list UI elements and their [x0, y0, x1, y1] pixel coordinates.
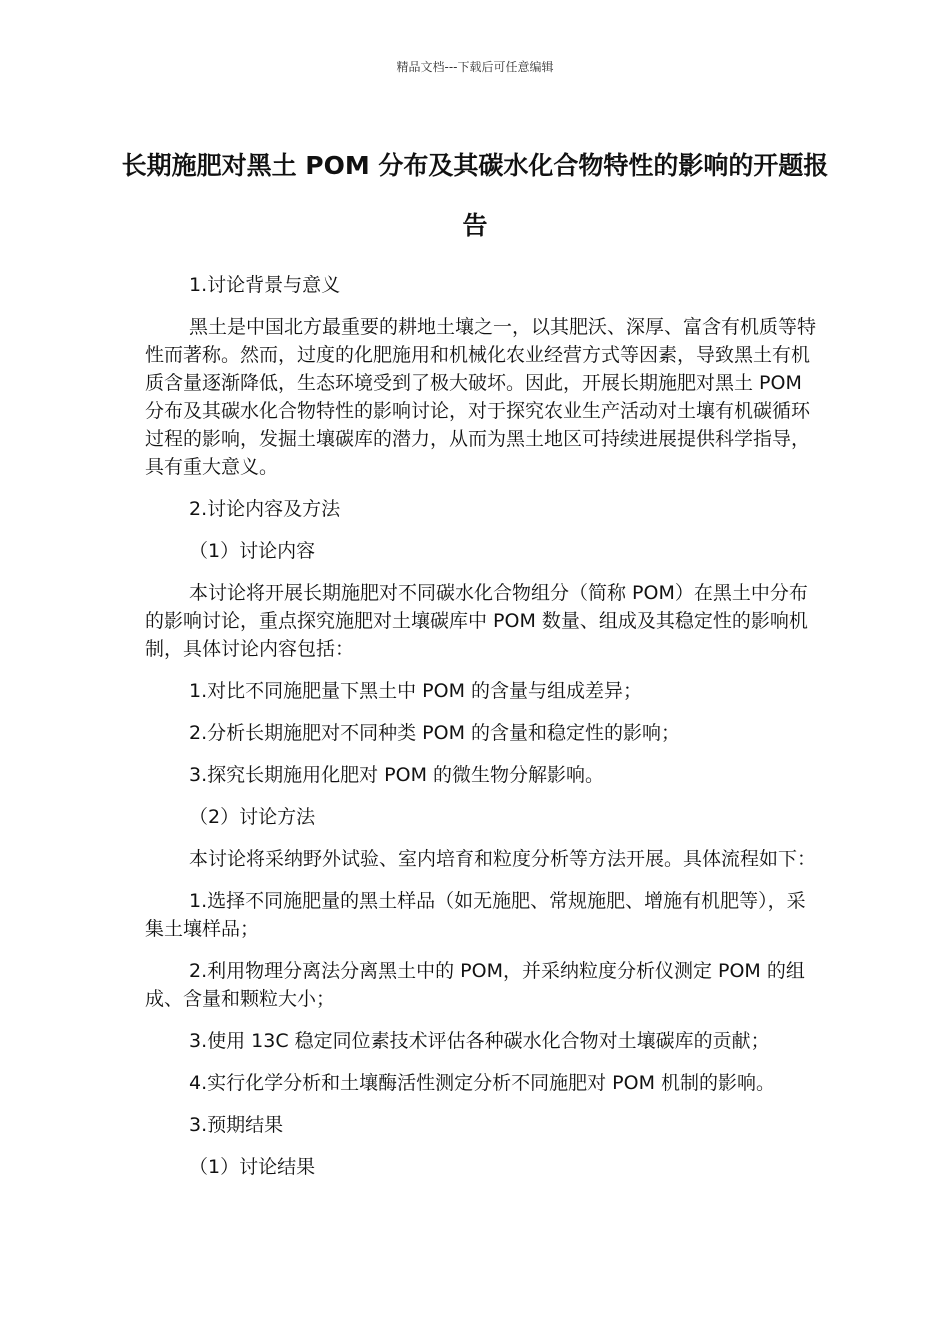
list-item-content-2: 2.分析长期施肥对不同种类 POM 的含量和稳定性的影响；	[189, 722, 681, 744]
list-item-content-3: 3.探究长期施用化肥对 POM 的微生物分解影响。	[189, 764, 605, 786]
document-body	[145, 271, 817, 1195]
section-heading-expected-results: 3.预期结果	[189, 1114, 284, 1136]
section-heading-content-methods: 2.讨论内容及方法	[189, 498, 341, 520]
list-item-methods-2: 2.利用物理分离法分离黑土中的 POM，并采纳粒度分析仪测定 POM 的组成、含量和颗粒大小；	[145, 960, 805, 1010]
header-note: 精品文档---下载后可任意编辑	[396, 60, 554, 74]
paragraph-content-intro: 本讨论将开展长期施肥对不同碳水化合物组分（简称 POM）在黑土中分布的影响讨论，重点探究施肥对土壤碳库中 POM 数量、组成及其稳定性的影响机制，具体讨论内容包括：	[145, 582, 808, 660]
list-item-methods-3: 3.使用 13C 稳定同位素技术评估各种碳水化合物对土壤碳库的贡献；	[189, 1030, 770, 1052]
subsection-heading-results: （1）讨论结果	[189, 1156, 316, 1178]
subsection-heading-methods: （2）讨论方法	[189, 806, 316, 828]
section-heading-background: 1.讨论背景与意义	[189, 274, 341, 296]
paragraph-methods-intro: 本讨论将采纳野外试验、室内培育和粒度分析等方法开展。具体流程如下：	[189, 848, 817, 870]
document-title: 长期施肥对黑土 POM 分布及其碳水化合物特性的影响的开题报告	[121, 151, 829, 240]
list-item-methods-4: 4.实行化学分析和土壤酶活性测定分析不同施肥对 POM 机制的影响。	[189, 1072, 776, 1094]
list-item-methods-1: 1.选择不同施肥量的黑土样品（如无施肥、常规施肥、增施有机肥等），采集土壤样品；	[145, 890, 806, 940]
subsection-heading-content: （1）讨论内容	[189, 540, 316, 562]
list-item-content-1: 1.对比不同施肥量下黑土中 POM 的含量与组成差异；	[189, 680, 643, 702]
paragraph-background: 黑土是中国北方最重要的耕地土壤之一，以其肥沃、深厚、富含有机质等特性而著称。然而，过度的化肥施用和机械化农业经营方式等因素，导致黑土有机质含量逐渐降低，生态环境受到了极大破坏。因此，开展长期施肥对黑土 POM 分布及其碳水化合物特性的影响讨论，对于探究农业生产活动对土壤有机碳循环过程的影响，发掘土壤碳库的潜力，从而为黑土地区可持续进展提供科学指导，具有重大意义。	[145, 316, 817, 478]
